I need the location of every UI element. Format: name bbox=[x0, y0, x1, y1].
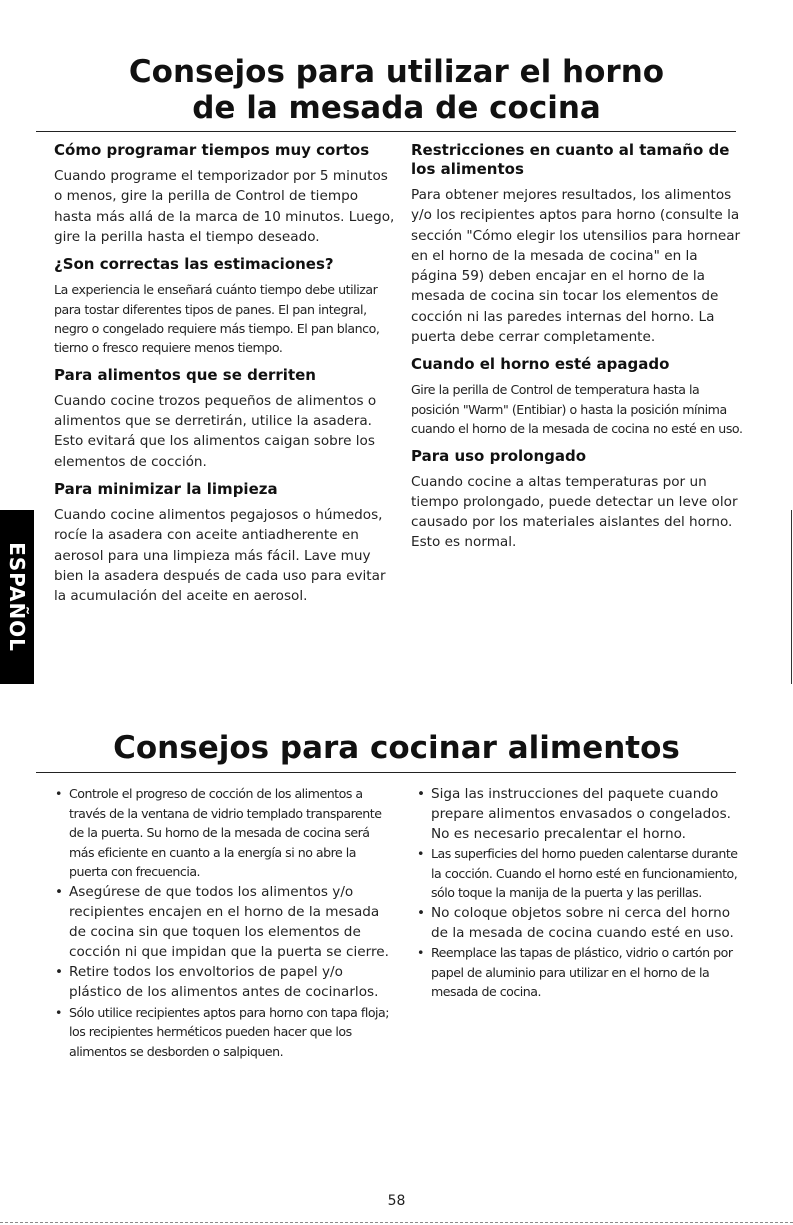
subheading: Para minimizar la limpieza bbox=[54, 480, 278, 498]
subheading: Para uso prolongado bbox=[411, 446, 587, 465]
bottom-border bbox=[0, 1222, 793, 1223]
list-item: • Reemplace las tapas de plástico, vidrio o cartón por papel de aluminio para utilizar en el horno de la mesada de cocina. bbox=[414, 943, 746, 1002]
paragraph: Cuando cocine alimentos pegajosos o húmedos, rocíe la asadera con aceite antiadherente en aerosol para una limpieza más fácil. Lave muy bien la asadera después de cada uso para evitar la acumulación del aceite en aerosol. bbox=[54, 507, 386, 605]
section-title-line2: de la mesada de cocina bbox=[192, 90, 601, 126]
list-item: • Siga las instrucciones del paquete cuando prepare alimentos envasados o congelados. No es necesario precalentar el horno. bbox=[414, 784, 746, 844]
list-item: • Las superficies del horno pueden calentarse durante la cocción. Cuando el horno esté en funcionamiento, sólo toque la manija de la puerta y las perillas. bbox=[414, 844, 746, 903]
list-item: • Retire todos los envoltorios de papel y/o plástico de los alimentos antes de cocinarlos. bbox=[52, 962, 390, 1002]
paragraph: Gire la perilla de Control de temperatura hasta la posición "Warm" (Entibiar) o hasta la posición mínima cuando el horno de la mesada de cocina no esté en uso. bbox=[411, 382, 743, 437]
subheading: Para alimentos que se derriten bbox=[54, 365, 316, 384]
tips-list bbox=[414, 784, 746, 1002]
section2-left-column bbox=[52, 784, 390, 1061]
subheading: Cómo programar tiempos muy cortos bbox=[54, 141, 370, 159]
list-item: • Controle el progreso de cocción de los alimentos a través de la ventana de vidrio templado transparente de la puerta. Su horno de la mesada de cocina será más eficiente en cuanto a la energía si no abre la puerta con frecuencia. bbox=[52, 784, 390, 882]
subheading: ¿Son correctas las estimaciones? bbox=[54, 255, 334, 274]
section1-right-column bbox=[411, 141, 743, 561]
list-item: • Asegúrese de que todos los alimentos y/o recipientes encajen en el horno de la mesada de cocina sin que toquen los elementos de cocción ni que impidan que la puerta se cierre. bbox=[52, 882, 390, 962]
paragraph: Cuando programe el temporizador por 5 minutos o menos, gire la perilla de Control de tiempo hasta más allá de la marca de 10 minutos. Luego, gire la perilla hasta el tiempo deseado. bbox=[54, 168, 395, 245]
language-label: ESPAÑOL bbox=[5, 542, 30, 652]
paragraph: Para obtener mejores resultados, los alimentos y/o los recipientes aptos para horno (consulte la sección "Cómo elegir los utensilios para hornear en el horno de la mesada de cocina" en la página 59) deben encajar en el horno de la mesada de cocina sin tocar los elementos de cocción ni las paredes internas del horno. La puerta debe cerrar completamente. bbox=[411, 187, 741, 346]
right-margin-line bbox=[791, 510, 792, 684]
tips-list bbox=[52, 784, 390, 1061]
list-item: • Sólo utilice recipientes aptos para horno con tapa floja; los recipientes herméticos pueden hacer que los alimentos se desborden o salpiquen. bbox=[52, 1003, 390, 1062]
subheading: Restricciones en cuanto al tamaño de los alimentos bbox=[411, 141, 730, 178]
section1-left-column bbox=[54, 141, 396, 614]
paragraph: Cuando cocine a altas temperaturas por un tiempo prolongado, puede detectar un leve olor causado por los materiales aislantes del horno. Esto es normal. bbox=[411, 473, 738, 551]
section2-rule bbox=[36, 772, 736, 773]
section2-title: Consejos para cocinar alimentos bbox=[113, 730, 680, 766]
page-number: 58 bbox=[387, 1193, 406, 1209]
subheading: Cuando el horno esté apagado bbox=[411, 355, 670, 374]
language-side-tab bbox=[0, 510, 34, 684]
paragraph: Cuando cocine trozos pequeños de alimentos o alimentos que se derretirán, utilice la asadera. Esto evitará que los alimentos caigan sobre los elementos de cocción. bbox=[54, 392, 377, 470]
title-rule bbox=[36, 131, 736, 132]
list-item: • No coloque objetos sobre ni cerca del horno de la mesada de cocina cuando esté en uso. bbox=[414, 903, 746, 943]
section2-right-column bbox=[414, 784, 746, 1002]
paragraph: La experiencia le enseñará cuánto tiempo debe utilizar para tostar diferentes tipos de panes. El pan integral, negro o congelado requiere más tiempo. El pan blanco, tierno o fresco requiere menos tiempo. bbox=[54, 282, 380, 356]
section-title-line1: Consejos para utilizar el horno bbox=[128, 54, 665, 90]
